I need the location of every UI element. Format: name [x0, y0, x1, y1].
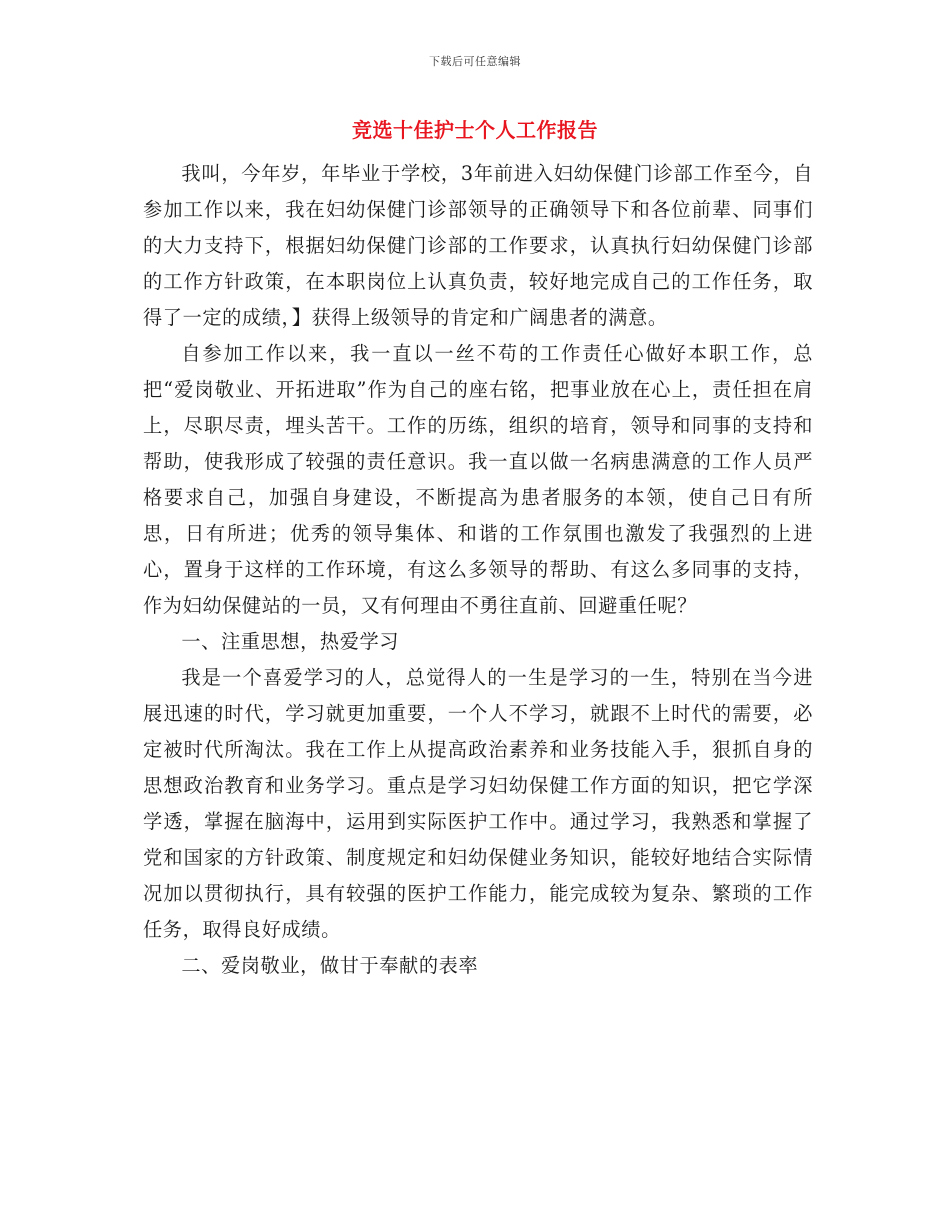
page-header-note: 下载后可任意编辑	[429, 55, 521, 68]
paragraph-responsibility: 自参加工作以来，我一直以一丝不苟的工作责任心做好本职工作，总把“爱岗敬业、开拓进取”作为自己的座右铭，把事业放在心上，责任担在肩上，尽职尽责，埋头苦干。工作的历练，组织的培育，领导和同事的支持和帮助，使我形成了较强的责任意识。我一直以做一名病患满意的工作人员严格要求自己，加强自身建设，不断提高为患者服务的本领，使自己日有所思，日有所进；优秀的领导集体、和谐的工作氛围也激发了我强烈的上进心，置身于这样的工作环境，有这么多领导的帮助、有这么多同事的支持，作为妇幼保健站的一员，又有何理由不勇往直前、回避重任呢？	[143, 342, 813, 617]
paragraph-intro: 我叫，今年岁，年毕业于学校，3年前进入妇幼保健门诊部工作至今，自参加工作以来，我在妇幼保健门诊部领导的正确领导下和各位前辈、同事们的大力支持下，根据妇幼保健门诊部的工作要求，认真执行妇幼保健门诊部的工作方针政策，在本职岗位上认真负责，较好地完成自己的工作任务，取得了一定的成绩，】获得上级领导的肯定和广阔患者的满意。	[143, 162, 813, 329]
paragraph-learning: 我是一个喜爱学习的人，总觉得人的一生是学习的一生，特别在当今进展迅速的时代，学习就更加重要，一个人不学习，就跟不上时代的需要，必定被时代所淘汰。我在工作上从提高政治素养和业务技能入手，狠抓自身的思想政治教育和业务学习。重点是学习妇幼保健工作方面的知识，把它学深学透，掌握在脑海中，运用到实际医护工作中。通过学习，我熟悉和掌握了党和国家的方针政策、制度规定和妇幼保健业务知识，能较好地结合实际情况加以贯彻执行，具有较强的医护工作能力，能完成较为复杂、繁琐的工作任务，取得良好成绩。	[143, 666, 813, 941]
section-heading-1: 一、注重思想，热爱学习	[181, 630, 400, 653]
section-heading-2: 二、爱岗敬业，做甘于奉献的表率	[181, 954, 479, 977]
document-title: 竞选十佳护士个人工作报告	[352, 118, 598, 142]
document-body	[143, 156, 813, 984]
